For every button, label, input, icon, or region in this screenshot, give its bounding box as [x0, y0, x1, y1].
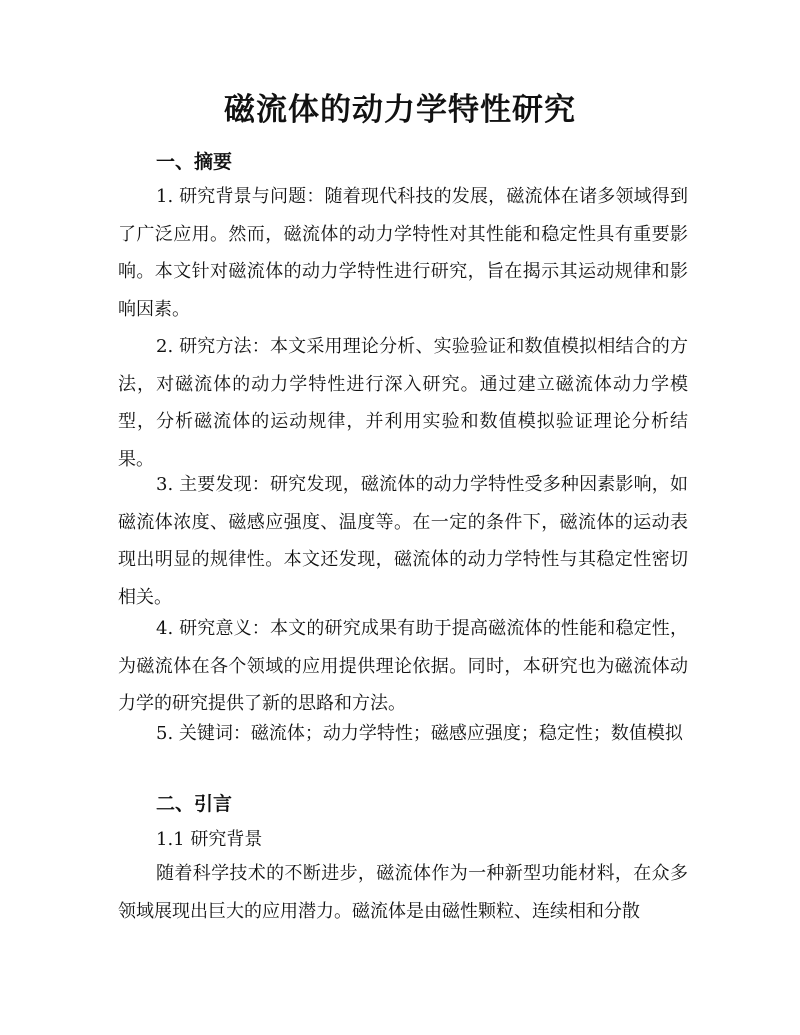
keywords-paragraph: 5. 关键词：磁流体；动力学特性；磁感应强度；稳定性；数值模拟 — [156, 723, 683, 744]
abstract-paragraph-1: 1. 研究背景与问题：随着现代科技的发展，磁流体在诸多领域得到了广泛应用。然而，磁流体的动力学特性对其性能和稳定性具有重要影响。本文针对磁流体的动力学特性进行研究，旨在揭示其运动规律和影响因素。 — [118, 186, 688, 320]
subsection-heading-background: 1.1 研究背景 — [156, 829, 263, 850]
abstract-paragraph-3: 3. 主要发现：研究发现，磁流体的动力学特性受多种因素影响，如磁流体浓度、磁感应强度、温度等。在一定的条件下，磁流体的运动表现出明显的规律性。本文还发现，磁流体的动力学特性与其稳定性密切相关。 — [118, 474, 688, 608]
section-heading-abstract: 一、摘要 — [156, 151, 233, 173]
abstract-paragraph-4: 4. 研究意义：本文的研究成果有助于提高磁流体的性能和稳定性，为磁流体在各个领域的应用提供理论依据。同时，本研究也为磁流体动力学的研究提供了新的思路和方法。 — [118, 618, 688, 714]
introduction-paragraph: 随着科学技术的不断进步，磁流体作为一种新型功能材料，在众多领域展现出巨大的应用潜力。磁流体是由磁性颗粒、连续相和分散 — [118, 863, 688, 922]
section-heading-introduction: 二、引言 — [156, 793, 233, 815]
document-title: 磁流体的动力学特性研究 — [224, 92, 576, 128]
abstract-paragraph-2: 2. 研究方法：本文采用理论分析、实验验证和数值模拟相结合的方法，对磁流体的动力学特性进行深入研究。通过建立磁流体动力学模型，分析磁流体的运动规律，并利用实验和数值模拟验证理论分析结果。 — [118, 336, 688, 470]
